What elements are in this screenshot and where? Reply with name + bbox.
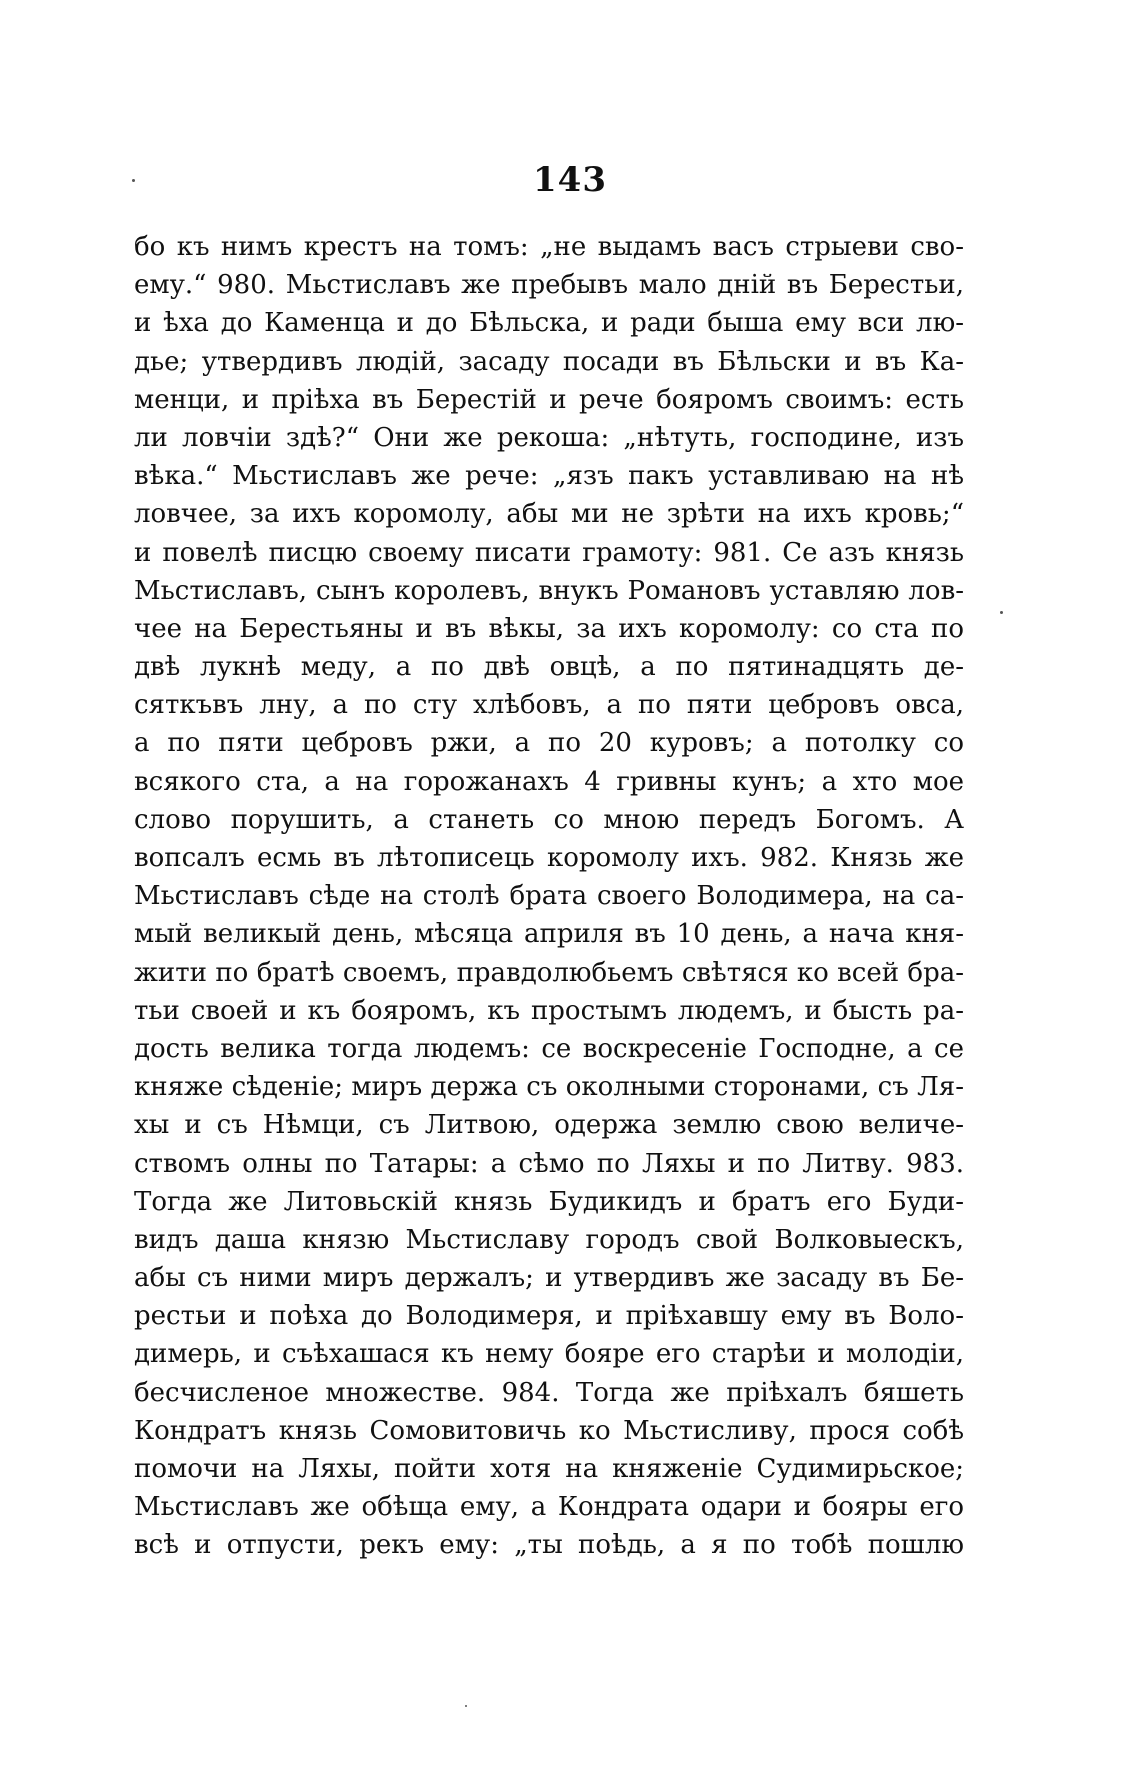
text-line: всякого ста, а на горожанахъ 4 гривны кунъ; а хто мое <box>134 766 964 797</box>
text-line: дость велика тогда людемъ: се воскресенiе Господне, а се <box>134 1033 964 1064</box>
page-number: 143 <box>533 160 607 200</box>
text-line: помочи на Ляхы, пойти хотя на княженiе Судимирьское; <box>134 1454 964 1484</box>
text-line: ли ловчiи здѣ?“ Они же рекоша: „нѣтуть, господине, изъ <box>134 422 964 453</box>
text-line: ему.“ 980. Мьстиславъ же пребывъ мало днiй въ Берестьи, <box>134 270 964 301</box>
text-line: двѣ лукнѣ меду, а по двѣ овцѣ, а по пятинадцять де- <box>134 652 964 683</box>
text-line: ловчее, за ихъ коромолу, абы ми не зрѣти на ихъ кровь;“ <box>134 499 964 530</box>
text-line: видъ даша князю Мьстиславу городъ свой Волковыескъ, <box>134 1224 964 1255</box>
text-line: рестьи и поѣха до Володимеря, и прiѣхавшу ему въ Воло- <box>134 1301 964 1332</box>
text-line: сяткъвъ лну, а по сту хлѣбовъ, а по пяти цебровъ овса, <box>134 690 964 721</box>
text-line: Тогда же Литовьскiй князь Будикидъ и братъ его Буди- <box>134 1186 964 1217</box>
text-line: жити по братѣ своемъ, правдолюбьемъ свѣтяся ко всей бра- <box>134 957 964 988</box>
text-line: ствомъ олны по Татары: а сѣмо по Ляхы и по Литву. 983. <box>134 1148 964 1179</box>
text-line: чее на Берестьяны и въ вѣкы, за ихъ коромолу: со ста по <box>134 613 964 644</box>
text-line: димерь, и съѣхашася къ нему бояре его старѣи и молодiи, <box>134 1339 964 1370</box>
text-line: дье; утвердивъ людiй, засаду посади въ Бѣльски и въ Ка- <box>134 346 964 377</box>
text-line: бесчисленое множестве. 984. Тогда же прiѣхалъ бяшеть <box>134 1377 964 1408</box>
body-text <box>134 228 964 1565</box>
text-line: бо къ нимъ крестъ на томъ: „не выдамъ васъ стрыеви сво- <box>134 232 964 262</box>
text-line: тьи своей и къ бояромъ, къ простымъ людемъ, и бысть ра- <box>134 995 964 1026</box>
text-line: слово порушить, а станеть со мною передъ Богомъ. А <box>134 804 964 835</box>
text-line: менци, и прiѣха въ Берестiй и рече бояромъ своимъ: есть <box>134 384 964 415</box>
text-line: вопсалъ есмь въ лѣтописець коромолу ихъ. 982. Князь же <box>134 843 964 873</box>
text-line: княже сѣденiе; миръ держа съ околными сторонами, съ Ля- <box>134 1072 964 1103</box>
text-line: мый великый день, мѣсяца априля въ 10 день, а нача кня- <box>134 919 964 950</box>
text-line: хы и съ Нѣмци, съ Литвою, одержа землю свою величе- <box>134 1110 964 1141</box>
margin-speck <box>1000 611 1003 614</box>
text-line: а по пяти цебровъ ржи, а по 20 куровъ; а потолку со <box>134 728 964 759</box>
text-line: абы съ ними миръ держалъ; и утвердивъ же засаду въ Бе- <box>134 1263 964 1294</box>
text-line: Кондратъ князь Сомовитовичь ко Мьстисливу, прося собѣ <box>134 1415 964 1446</box>
text-line: Мьстиславъ, сынъ королевъ, внукъ Романовъ уставляю лов- <box>134 575 964 606</box>
margin-speck <box>465 1705 467 1707</box>
text-line: всѣ и отпусти, рекъ ему: „ты поѣдь, а я по тобѣ пошлю <box>134 1530 964 1561</box>
text-line: Мьстиславъ сѣде на столѣ брата своего Володимера, на са- <box>134 881 964 912</box>
text-line: вѣка.“ Мьстиславъ же рече: „язъ пакъ уставливаю на нѣ <box>134 461 964 492</box>
text-line: и повелѣ писцю своему писати грамоту: 981. Се азъ князь <box>134 537 964 568</box>
text-line: и ѣха до Каменца и до Бѣльска, и ради быша ему вси лю- <box>134 308 964 339</box>
text-line: Мьстиславъ же обѣща ему, а Кондрата одари и бояры его <box>134 1492 964 1523</box>
